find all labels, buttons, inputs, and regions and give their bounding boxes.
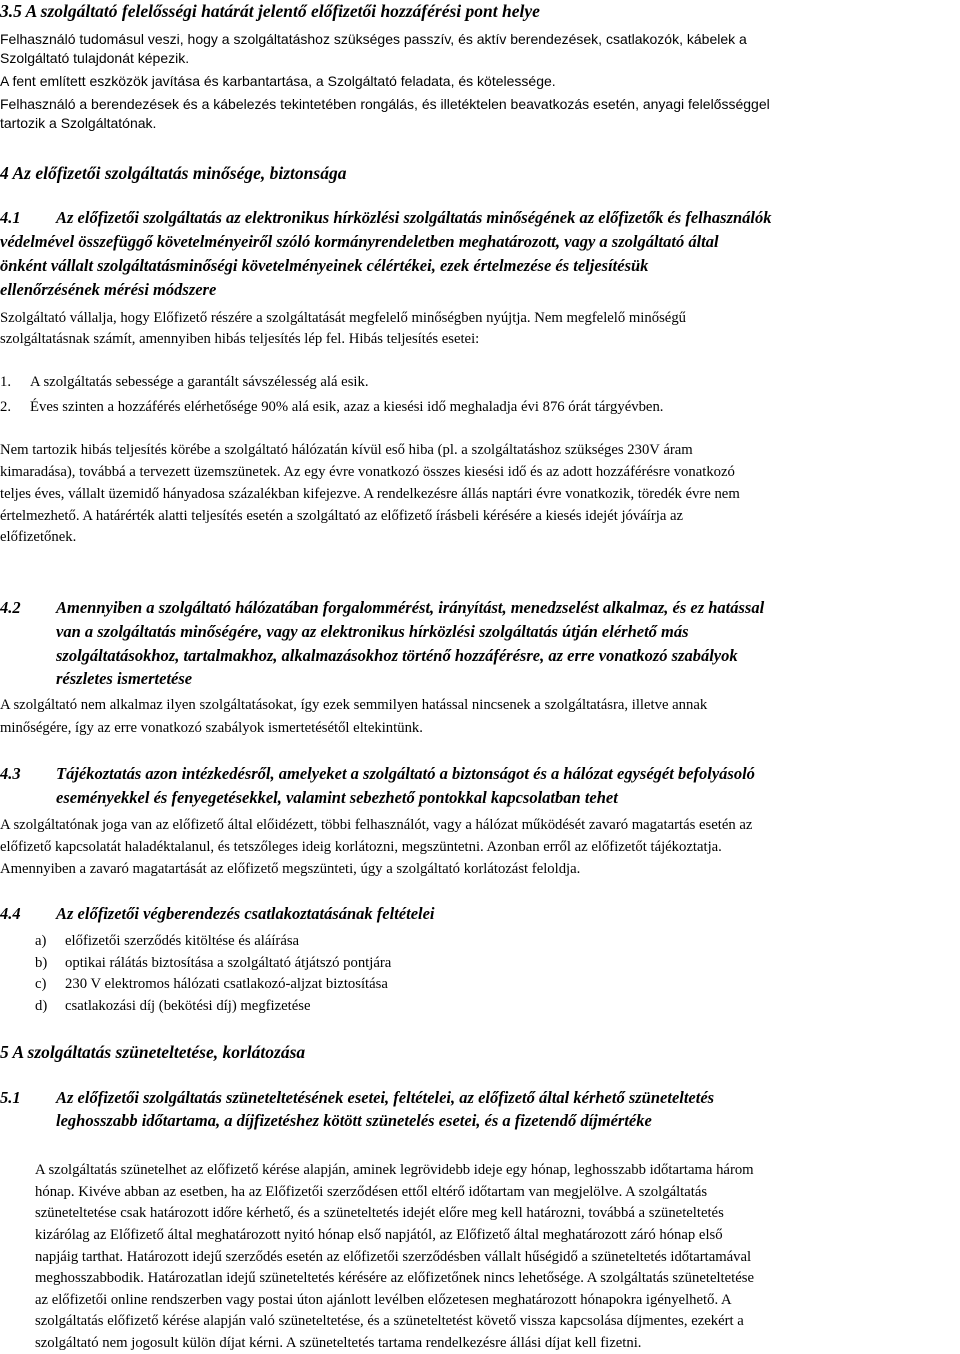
section-5-1-number: 5.1 [0,1088,21,1107]
section-5-heading: 5 A szolgáltatás szüneteltetése, korlátozása [0,1042,306,1062]
section-4-1-title-line: védelmével összefüggő követelményeiről szóló kormányrendeletben meghatározott, vagy a szolgáltató által [0,232,719,251]
list-item-letter: b) [35,955,48,971]
list-item-text: A szolgáltatás sebessége a garantált sávszélesség alá esik. [30,374,369,390]
paragraph-line: Felhasználó a berendezések és a kábelezés tekintetében rongálás, és illetéktelen beavatkozás esetén, anyagi felelősséggel [0,96,770,112]
paragraph-line: tartozik a Szolgáltatónak. [0,115,157,131]
paragraph-line: értelmezhető. A határérték alatti teljesítés esetén a szolgáltató az előfizető írásbeli kérésére a kiesés idejét jóváírja az [0,508,684,524]
paragraph-line: A szolgáltatónak joga van az előfizető által előidézett, többi felhasználót, vagy a hálózat működését zavaró magatartás esetén az [0,817,753,833]
paragraph-line: szolgáltatás előfizető kérése alapján való szüneteltetése, és a szüneteltetést követő vissza kapcsolása díjmentes, ezekért a [35,1313,744,1329]
list-item-text: Éves szinten a hozzáférés elérhetősége 90% alá esik, azaz a kiesési idő meghaladja évi 876 órát tárgyévben. [30,399,664,415]
list-item [0,400,663,415]
section-4-3-title-line: Tájékoztatás azon intézkedésről, amelyeket a szolgáltató a biztonságot és a hálózat egységét befolyásoló [56,764,755,783]
list-item-text: optikai rálátás biztosítása a szolgáltató átjátszó pontjára [65,955,392,971]
paragraph-line: az előfizetői online rendszerben vagy postai úton ajánlott levélben előzetesen meghatározott hónapokra igényelhető. A [35,1292,732,1308]
paragraph-line: hónap. Kivéve abban az esetben, ha az Előfizetői szerződésen ettől eltérő időtartam van megjelölve. A szolgáltatás [35,1184,708,1200]
list-item-text: csatlakozási díj (bekötési díj) megfizetése [65,998,311,1014]
list-item [35,956,391,971]
list-item-number: 1. [0,374,12,390]
section-4-3-title-line: eseményekkel és fenyegetésekkel, valamint sebezhető pontokkal kapcsolatban tehet [56,788,618,807]
paragraph-line: Nem tartozik hibás teljesítés körébe a szolgáltató hálózatán kívül eső hiba (pl. a szolgáltatáshoz szükséges 230V áram [0,442,693,458]
list-item [35,934,299,949]
section-4-4-title: Az előfizetői végberendezés csatlakoztatásának feltételei [56,904,435,923]
section-4-1-number: 4.1 [0,208,21,227]
paragraph-line: kizárólag az Előfizető által meghatározott nyitó hónap első napjától, az Előfizető által meghatározott záró hónap első [35,1227,723,1243]
paragraph-line: A szolgáltató nem alkalmaz ilyen szolgáltatásokat, így ezek semmilyen hatással nincsenek a szolgáltatásra, illetve annak [0,697,708,713]
paragraph-line: Szolgáltató vállalja, hogy Előfizető részére a szolgáltatását megfelelő minőségben nyújtja. Nem megfelelő minőségű [0,310,687,326]
paragraph-line: minőségére, így az erre vonatkozó szabályok ismertetésétől eltekintünk. [0,720,423,736]
section-4-2-number: 4.2 [0,598,21,617]
paragraph-line: előfizetőnek. [0,529,77,545]
paragraph-line: Szolgáltató tulajdonát képezik. [0,50,190,66]
section-4-1-title-line: Az előfizetői szolgáltatás az elektronikus hírközlési szolgáltatás minőségének az előfizetők és felhasználók [56,208,772,227]
section-4-2-title-line: szolgáltatásokhoz, tartalmakhoz, alkalmazásokhoz történő hozzáférésre, az erre vonatkozó szabályok [56,646,738,665]
section-4-4-number: 4.4 [0,904,21,923]
section-3-5-heading: 3.5 A szolgáltató felelősségi határát jelentő előfizetői hozzáférési pont helye [0,1,540,21]
section-5-1-title-line: leghosszabb időtartama, a díjfizetéshez kötött szünetelés esetei, és a fizetendő díjmértéke [56,1111,652,1130]
paragraph-line: A fent említett eszközök javítása és karbantartása, a Szolgáltató feladata, és kötelessége. [0,73,556,89]
paragraph-line: meghosszabbodik. Határozatlan idejű szüneteltetés kérésére az előfizetőnek nincs lehetősége. A szolgáltatás szüneteltetése [35,1270,754,1286]
section-4-1-title-line: ellenőrzésének mérési módszere [0,280,217,299]
paragraph-line: szolgáltató nem jogosult külön díjat kérni. A szüneteltetés tartama rendelkezésre állási díjat kell fizetni. [35,1335,642,1351]
section-5-1-title-line: Az előfizetői szolgáltatás szüneteltetésének esetei, feltételei, az előfizető által kérhető szüneteltetés [56,1088,715,1107]
section-4-heading: 4 Az előfizetői szolgáltatás minősége, biztonsága [0,163,347,183]
section-4-2-title-line: van a szolgáltatás minőségére, vagy az elektronikus hírközlési szolgáltatás útján elérhető más [56,622,689,641]
list-item-text: 230 V elektromos hálózati csatlakozó-aljzat biztosítása [65,976,388,992]
paragraph-line: A szolgáltatás szünetelhet az előfizető kérése alapján, aminek legrövidebb ideje egy hónap, leghosszabb időtartama három [35,1162,754,1178]
section-4-2-title-line: részletes ismertetése [56,669,193,688]
list-item-letter: c) [35,976,47,992]
section-4-1-title-line: önként vállalt szolgáltatásminőségi követelményeinek célértékei, ezek értelmezése és teljesítésük [0,256,649,275]
list-item-letter: a) [35,933,47,949]
list-item [35,999,311,1014]
paragraph-line: szüneteltetése csak határozott időre kérhető, és a szüneteltetés idejét előre meg kell határozni, továbbá a szüneteltetés [35,1205,724,1221]
section-4-2-title-line: Amennyiben a szolgáltató hálózatában forgalommérést, irányítást, menedzselést alkalmaz, és ez hatással [56,598,765,617]
paragraph-line: teljes éves, vállalt üzemidő hányadosa százalékban kifejezve. A rendelkezésre állás naptári évre vonatkozik, töredék évre nem [0,486,740,502]
list-item-text: előfizetői szerződés kitöltése és aláírása [65,933,300,949]
paragraph-line: kimaradása), továbbá a tervezett üzemszünetek. Az egy évre vonatkozó összes kiesési idő és az adott hozzáférésre vonatkozó [0,464,735,480]
paragraph-line: napjáig tarthat. Határozott idejű szerződés esetén az előfizetői szerződésben vállalt hűségidő a szüneteltetés időtartamával [35,1249,752,1265]
list-item-number: 2. [0,399,12,415]
list-item-letter: d) [35,998,48,1014]
paragraph-line: Amennyiben a zavaró magatartását az előfizető megszünteti, úgy a szolgáltató korlátozást feloldja. [0,861,581,877]
list-item [0,375,369,390]
paragraph-line: szolgáltatásnak számít, amennyiben hibás teljesítés lép fel. Hibás teljesítés esetei: [0,331,480,347]
paragraph-line: Felhasználó tudomásul veszi, hogy a szolgáltatáshoz szükséges passzív, és aktív berendezések, csatlakozók, kábelek a [0,31,747,47]
list-item [35,977,388,992]
paragraph-line: előfizető kapcsolatát haladéktalanul, és tetszőleges ideig korlátozni, megszüntetni. Azonban erről az előfizetőt tájékoztatja. [0,839,722,855]
section-4-3-number: 4.3 [0,764,21,783]
